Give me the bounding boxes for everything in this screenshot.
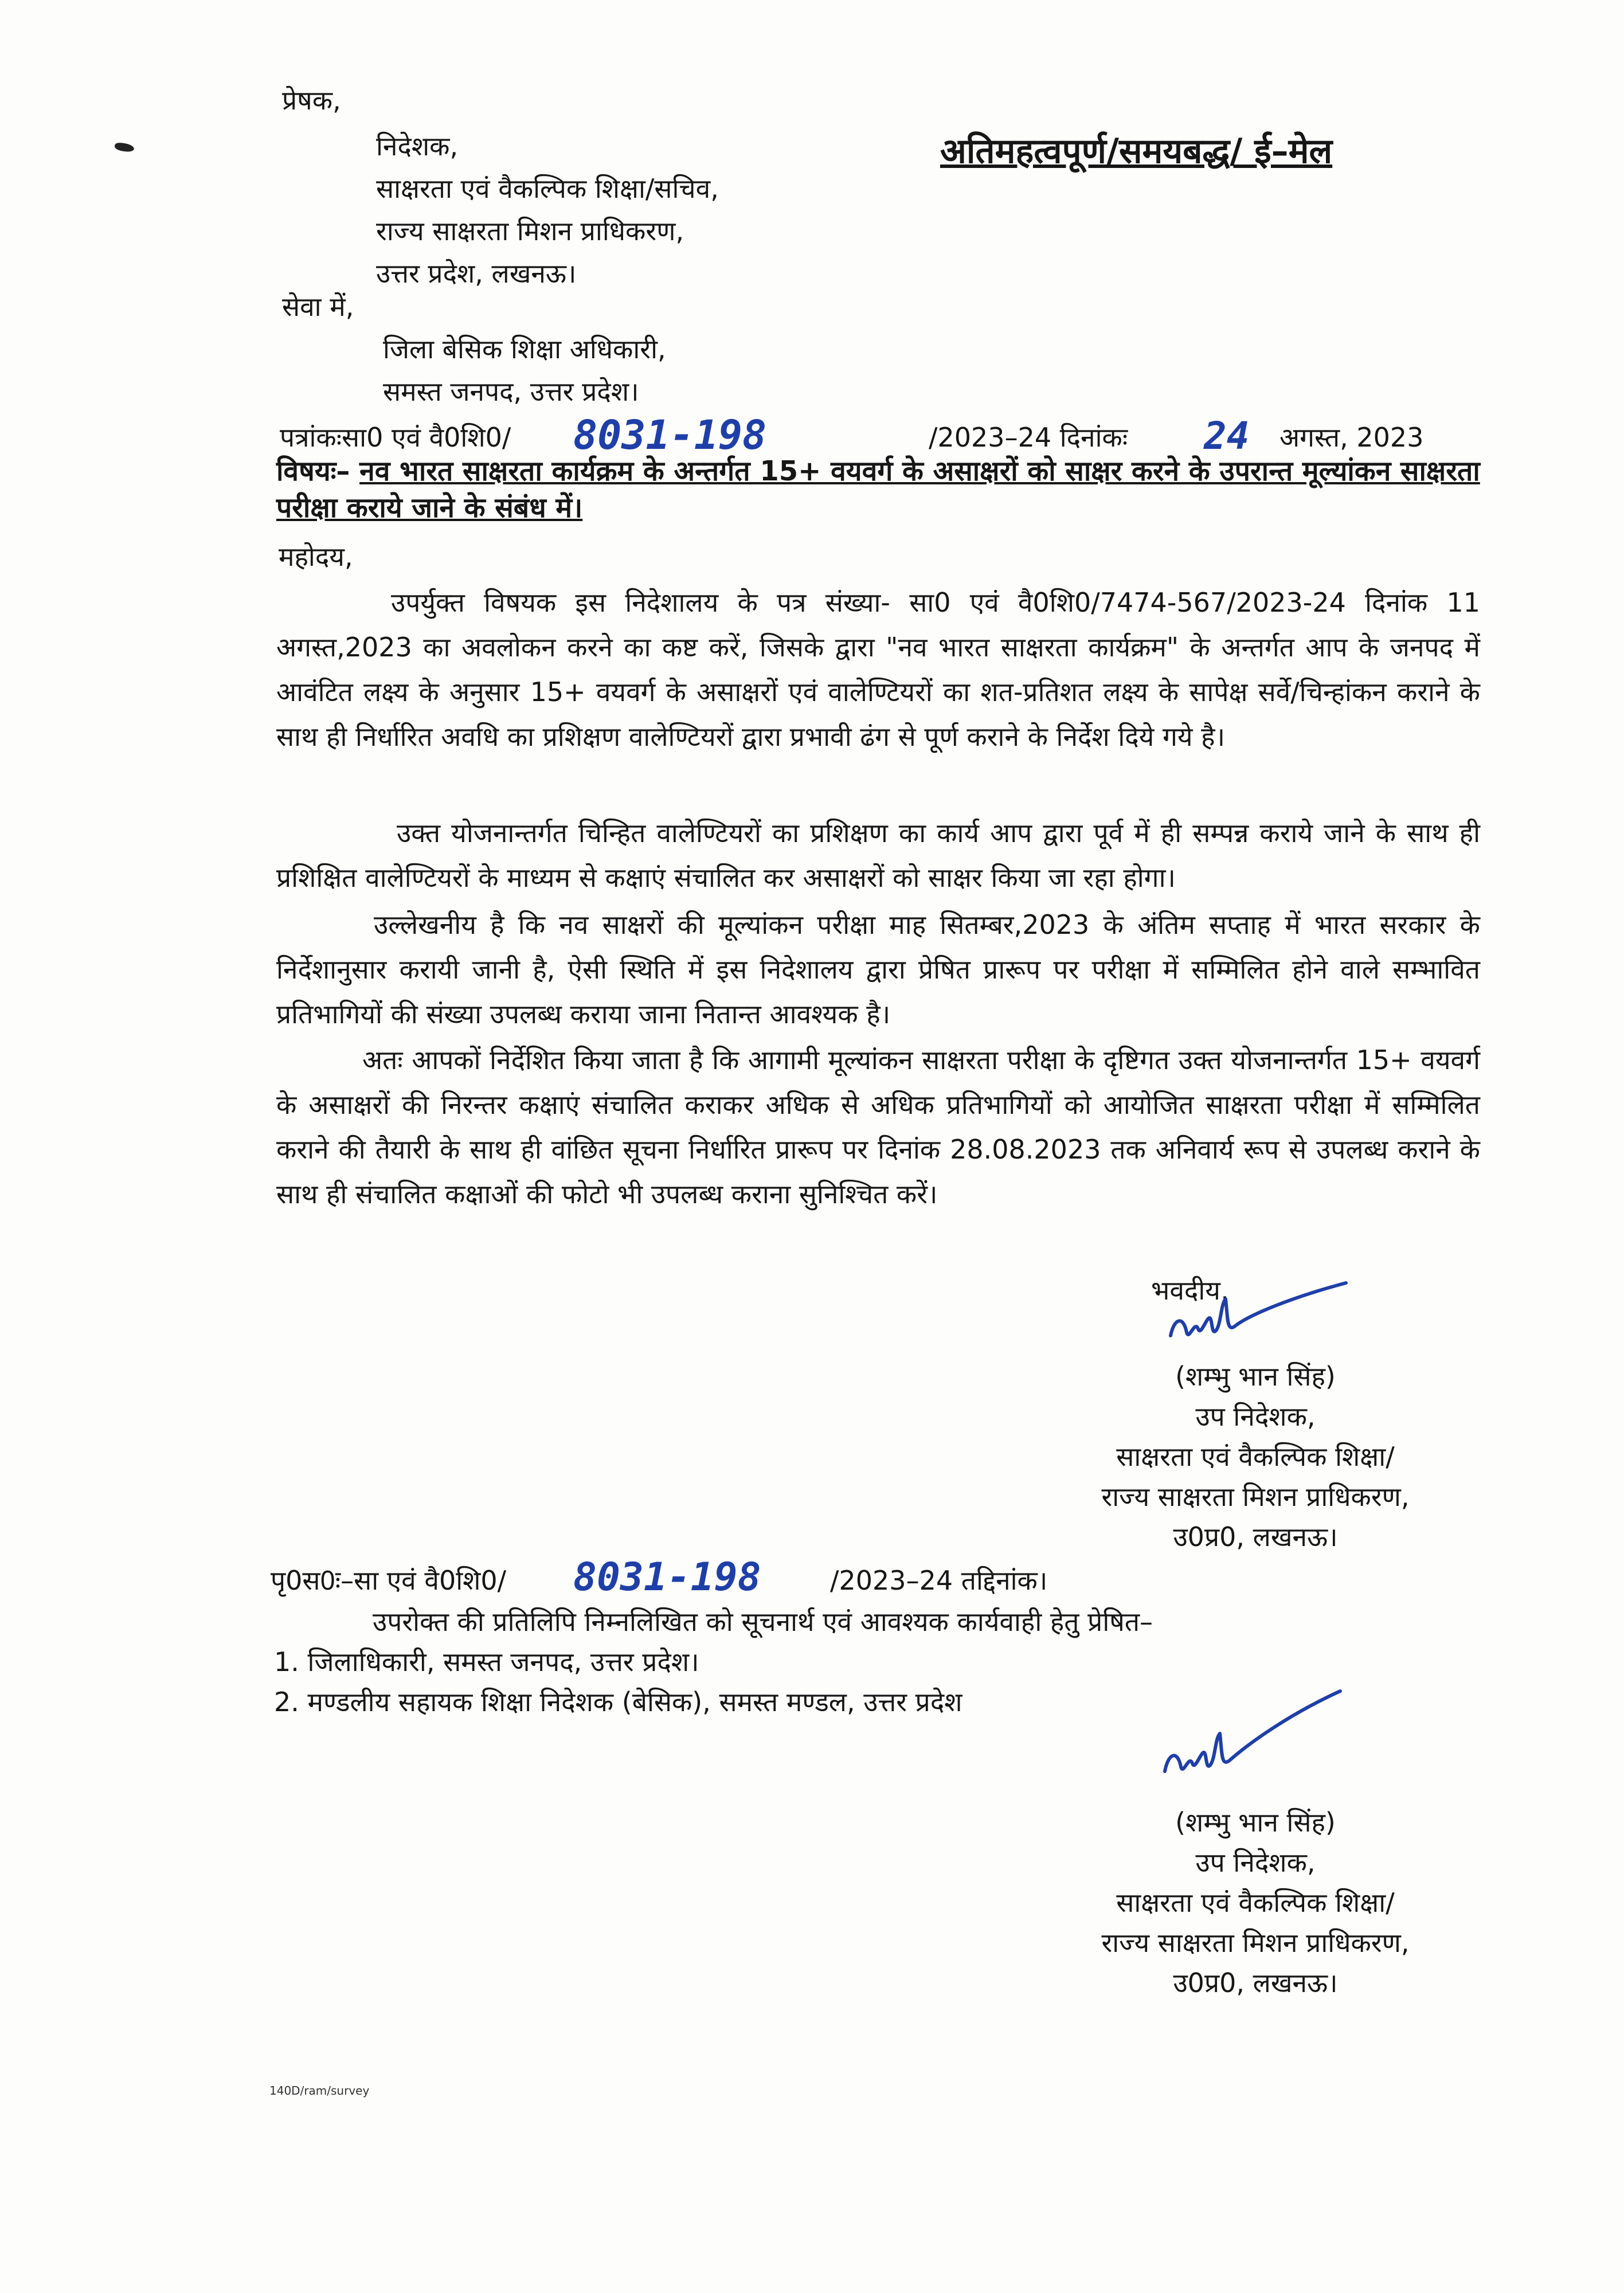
to-line: समस्त जनपद, उत्तर प्रदेश। <box>383 376 639 407</box>
designation-line: उप निदेशक, <box>1195 1847 1316 1878</box>
body-paragraph: अतः आपकों निर्देशित किया जाता है कि आगामी मूल्यांकन साक्षरता परीक्षा के दृष्टिगत उक्त योजनान्तर्गत 15+ वयवर्ग के असाक्षरों की निरन्तर कक्षाएं संचालित कराकर अधिक से अधिक प्रतिभागियों को आयोजित साक्षरता परीक्षा में सम्मिलित कराने की तैयारी के साथ ही वांछित सूचना निर्धारित प्रारूप पर दिनांक 28.08.2023 तक अनिवार्य रूप से उपलब्ध कराने के साथ ही संचालित कक्षाओं की फोटो भी उपलब्ध कराना सुनिश्चित करें। <box>276 1044 1480 1210</box>
sender-line: साक्षरता एवं वैकल्पिक शिक्षा/सचिव, <box>376 173 719 204</box>
handwritten-endorsement-number: 8031-198 <box>573 1555 761 1600</box>
recipient-item: 1. जिलाधिकारी, समस्त जनपद, उत्तर प्रदेश। <box>274 1646 699 1677</box>
signature-image <box>1164 1278 1353 1359</box>
signatory-name: (शम्भु भान सिंह) <box>1175 1807 1336 1838</box>
to-label: सेवा में, <box>282 291 354 322</box>
handwritten-letter-number: 8031-198 <box>573 412 767 459</box>
endorsement-prefix: पृ0स0ः–सा एवं वै0शि0/ <box>271 1565 507 1596</box>
reference-prefix: पत्रांकःसा0 एवं वै0शि0/ <box>280 422 511 453</box>
handwritten-date: 24 <box>1204 414 1250 458</box>
signature-block <box>997 1356 1513 1557</box>
designation-line: साक्षरता एवं वैकल्पिक शिक्षा/ <box>1116 1887 1395 1918</box>
endorsement-intro: उपरोक्त की प्रतिलिपि निम्नलिखित को सूचनार्थ एवं आवश्यक कार्यवाही हेतु प्रेषित– <box>373 1606 1153 1637</box>
sender-label: प्रेषक, <box>282 85 341 116</box>
sender-line: राज्य साक्षरता मिशन प्राधिकरण, <box>376 216 684 246</box>
sender-line: उत्तर प्रदेश, लखनऊ। <box>376 258 577 289</box>
subject <box>276 453 1486 526</box>
subject-label: विषयः– <box>276 455 350 487</box>
to-line: जिला बेसिक शिक्षा अधिकारी, <box>383 334 666 365</box>
body-paragraph: उपर्युक्त विषयक इस निदेशालय के पत्र संख्या- सा0 एवं वै0शि0/7474-567/2023-24 दिनांक 11 अगस्त,2023 का अवलोकन करने का कष्ट करें, जिसके द्वारा "नव भारत साक्षरता कार्यक्रम" के अन्तर्गत आप के जनपद में आवंटित लक्ष्य के अनुसार 15+ वयवर्ग के असाक्षरों एवं वालेण्टियरों का शत-प्रतिशत लक्ष्य के सापेक्ष सर्वे/चिन्हांकन कराने के साथ ही निर्धारित अवधि का प्रशिक्षण वालेण्टियरों द्वारा प्रभावी ढंग से पूर्ण कराने के निर्देश दिये गये है। <box>276 587 1480 752</box>
designation-line: राज्य साक्षरता मिशन प्राधिकरण, <box>1101 1927 1410 1958</box>
designation-line: उ0प्र0, लखनऊ। <box>1173 1967 1338 1998</box>
endorsement-suffix: /2023–24 तद्दिनांक। <box>830 1565 1048 1596</box>
designation-line: उ0प्र0, लखनऊ। <box>1173 1521 1338 1552</box>
body-paragraph: उक्त योजनान्तर्गत चिन्हित वालेण्टियरों का प्रशिक्षण का कार्य आप द्वारा पूर्व में ही सम्पन्न कराये जाने के साथ ही प्रशिक्षित वालेण्टियरों के माध्यम से कक्षाएं संचालित कर असाक्षरों को साक्षर किया जा रहा होगा। <box>276 817 1480 893</box>
priority-label: अतिमहत्वपूर्ण/समयबद्ध/ ई–मेल <box>940 131 1333 171</box>
footer-code: 140D/ram/survey <box>269 2084 370 2098</box>
signature-block <box>997 1802 1513 2003</box>
designation-line: साक्षरता एवं वैकल्पिक शिक्षा/ <box>1116 1441 1395 1472</box>
signatory-name: (शम्भु भान सिंह) <box>1175 1361 1336 1392</box>
reference-date: अगस्त, 2023 <box>1279 422 1424 453</box>
closing: भवदीय, <box>1151 1275 1229 1306</box>
signature-image <box>1158 1685 1347 1789</box>
body-paragraph: उल्लेखनीय है कि नव साक्षरों की मूल्यांकन परीक्षा माह सितम्बर,2023 के अंतिम सप्ताह में भारत सरकार के निर्देशानुसार करायी जानी है, ऐसी स्थिति में इस निदेशालय द्वारा प्रेषित प्रारूप पर परीक्षा में सम्मिलित होने वाले सम्भावित प्रतिभागियों की संख्या उपलब्ध कराया जाना नितान्त आवश्यक है। <box>276 909 1481 1030</box>
punch-mark <box>114 142 135 153</box>
recipient-item: 2. मण्डलीय सहायक शिक्षा निदेशक (बेसिक), समस्त मण्डल, उत्तर प्रदेश <box>274 1687 962 1717</box>
reference-year: /2023–24 दिनांकः <box>929 422 1128 453</box>
subject-text: नव भारत साक्षरता कार्यक्रम के अन्तर्गत 15+ वयवर्ग के असाक्षरों को साक्षर करने के उपरान्त मूल्यांकन साक्षरता परीक्षा कराये जाने के संबंध में। <box>276 455 1480 524</box>
salutation: महोदय, <box>279 541 353 572</box>
sender-line: निदेशक, <box>376 131 459 162</box>
designation-line: राज्य साक्षरता मिशन प्राधिकरण, <box>1101 1481 1410 1512</box>
designation-line: उप निदेशक, <box>1195 1401 1316 1432</box>
